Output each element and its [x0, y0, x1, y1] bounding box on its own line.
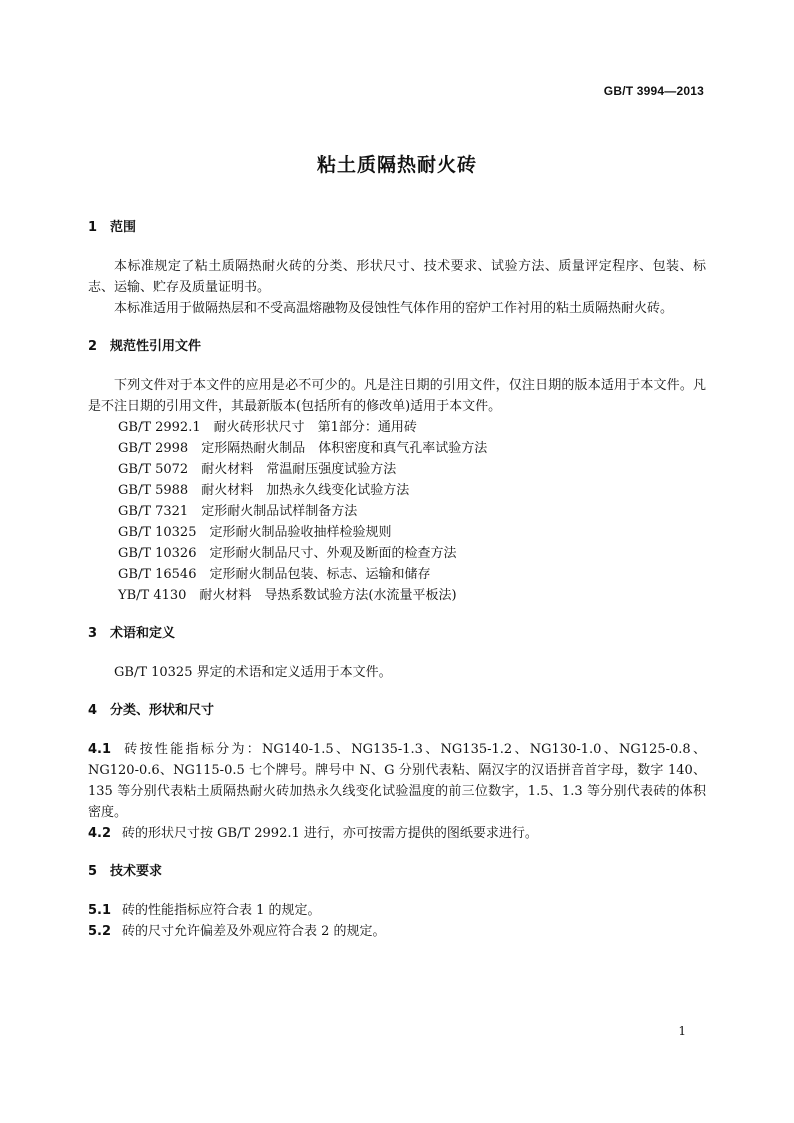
paragraph: 下列文件对于本文件的应用是必不可少的。凡是注日期的引用文件，仅注日期的版本适用于本文件。凡是不注日期的引用文件，其最新版本(包括所有的修改单)适用于本文件。: [88, 378, 706, 414]
section-heading-technical-requirements: [88, 862, 706, 882]
reference-item: GB/T 10326 定形耐火制品尺寸、外观及断面的检查方法: [118, 546, 457, 561]
section-title: 术语和定义: [110, 626, 176, 641]
paragraph: 本标准规定了粘土质隔热耐火砖的分类、形状尺寸、技术要求、试验方法、质量评定程序、包装、标志、运输、贮存及质量证明书。: [88, 259, 706, 295]
document-body: [88, 218, 706, 942]
section-title: 技术要求: [110, 864, 163, 879]
clause: [88, 739, 706, 823]
section-title: 范围: [110, 220, 137, 235]
clause: [88, 921, 706, 942]
reference-item: GB/T 5072 耐火材料 常温耐压强度试验方法: [118, 462, 397, 477]
clause-text: 砖的尺寸允许偏差及外观应符合表 2 的规定。: [122, 924, 386, 939]
clause-number: 4.2: [88, 826, 112, 841]
clause-text: 砖按性能指标分为：NG140-1.5、NG135-1.3、NG135-1.2、NG130-1.0、NG125-0.8、NG120-0.6、NG115-0.5 七个牌号。牌号中 N、G 分别代表粘、隔汉字的汉语拼音首字母，数字 140、135 等分别代表粘土质隔热耐火砖加热永久线变化试验温度的前三位数字，1.5、1.3 等分别代表砖的体积密度。: [88, 742, 706, 820]
document-title: 粘土质隔热耐火砖: [316, 154, 477, 176]
page-number: 1: [678, 1024, 686, 1038]
section-heading-classification: [88, 701, 706, 721]
clause: [88, 900, 706, 921]
section-title: 分类、形状和尺寸: [110, 703, 215, 718]
standard-code: GB/T 3994—2013: [603, 84, 704, 98]
section-number: 4: [88, 703, 98, 718]
section-number: 5: [88, 864, 98, 879]
reference-item: GB/T 16546 定形耐火制品包装、标志、运输和储存: [118, 567, 431, 582]
reference-item: GB/T 2998 定形隔热耐火制品 体积密度和真气孔率试验方法: [118, 441, 488, 456]
clause: [88, 823, 706, 844]
section-number: 1: [88, 220, 98, 235]
reference-item: YB/T 4130 耐火材料 导热系数试验方法(水流量平板法): [118, 588, 457, 603]
clause-number: 4.1: [88, 742, 112, 757]
section-heading-terms: [88, 624, 706, 644]
clause-text: 砖的形状尺寸按 GB/T 2992.1 进行，亦可按需方提供的图纸要求进行。: [122, 826, 538, 841]
paragraph: GB/T 10325 界定的术语和定义适用于本文件。: [114, 665, 392, 680]
reference-item: GB/T 10325 定形耐火制品验收抽样检验规则: [118, 525, 392, 540]
paragraph: 本标准适用于做隔热层和不受高温熔融物及侵蚀性气体作用的窑炉工作衬用的粘土质隔热耐火砖。: [114, 301, 674, 316]
reference-item: GB/T 5988 耐火材料 加热永久线变化试验方法: [118, 483, 410, 498]
section-number: 2: [88, 339, 98, 354]
reference-item: GB/T 7321 定形耐火制品试样制备方法: [118, 504, 358, 519]
section-heading-scope: [88, 218, 706, 238]
reference-item: GB/T 2992.1 耐火砖形状尺寸 第1部分：通用砖: [118, 420, 417, 435]
section-title: 规范性引用文件: [110, 339, 202, 354]
clause-number: 5.2: [88, 924, 112, 939]
clause-number: 5.1: [88, 903, 112, 918]
section-number: 3: [88, 626, 98, 641]
section-heading-normative-references: [88, 337, 706, 357]
clause-text: 砖的性能指标应符合表 1 的规定。: [122, 903, 321, 918]
